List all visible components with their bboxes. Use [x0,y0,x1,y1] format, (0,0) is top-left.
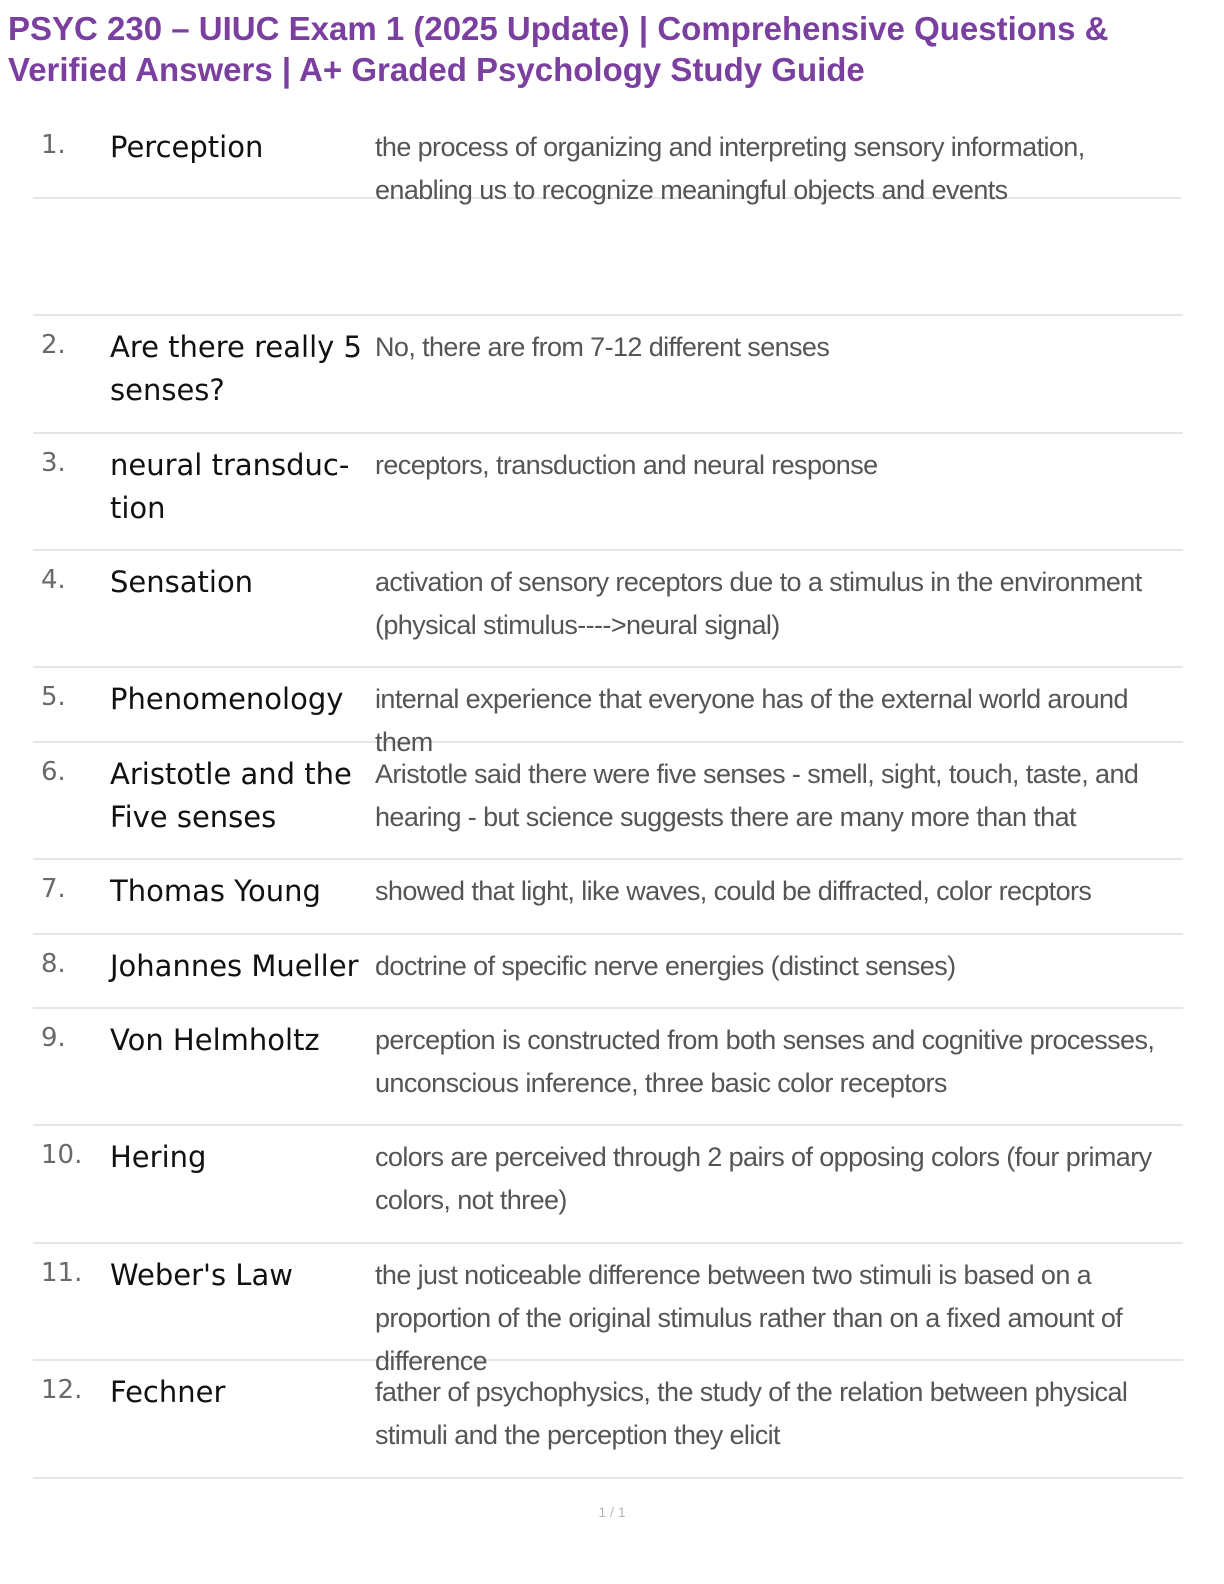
term-number: 10. [41,1140,83,1170]
term-definition: perception is constructed from both senses and cognitive processes, unconscious inference, three basic color receptors [375,1025,1155,1098]
term-row [33,551,1183,668]
term-row [33,1361,1183,1479]
term-number: 11. [41,1258,83,1288]
term-definition: the process of organizing and interpreting sensory information, enabling us to recognize meaningful objects and events [375,132,1085,205]
term-definition: showed that light, like waves, could be diffracted, color recptors [375,876,1092,906]
term-definition: receptors, transduction and neural response [375,450,878,480]
term-definition: Aristotle said there were five senses - smell, sight, touch, taste, and hearing - but science suggests there are many more than that [375,759,1139,832]
term-number: 1. [41,130,66,160]
term-definition: No, there are from 7-12 different senses [375,332,830,362]
term-number: 12. [41,1375,83,1405]
term-list [33,116,1183,1479]
term-name: Sensation [110,565,254,599]
term-row [33,668,1183,757]
term-name: Weber's Law [110,1258,293,1292]
term-row [33,116,1183,316]
term-name: Johannes Mueller [110,949,359,983]
term-row [33,316,1183,434]
term-number: 4. [41,565,66,595]
term-number: 5. [41,682,66,712]
term-name: Perception [110,130,264,164]
term-number: 7. [41,874,66,904]
term-name: Hering [110,1140,207,1174]
term-name: Phenomenology [110,682,344,716]
term-number: 6. [41,757,66,787]
page-indicator: 1 / 1 [598,1504,626,1520]
term-row [33,434,1183,551]
term-row [33,1009,1183,1126]
term-name: Von Helmholtz [110,1023,320,1057]
term-definition: doctrine of specific nerve energies (distinct senses) [375,951,956,981]
term-row [33,1244,1183,1376]
term-number: 2. [41,330,66,360]
term-number: 9. [41,1023,66,1053]
term-row [33,1126,1183,1244]
term-definition: internal experience that everyone has of the external world around them [375,684,1128,757]
term-number: 3. [41,448,66,478]
term-name: Thomas Young [110,874,321,908]
term-row [33,743,1183,860]
term-row [33,860,1183,935]
term-definition: the just noticeable difference between two stimuli is based on a proportion of the original stimulus rather than on a fixed amount of difference [375,1260,1123,1376]
term-name: neural transduc- tion [110,448,350,525]
term-name: Are there really 5 senses? [110,330,362,407]
document-title: PSYC 230 – UIUC Exam 1 (2025 Update) | Comprehensive Questions & Verified Answers | A+ Graded Psychology Study Guide [8,10,1109,88]
term-definition: father of psychophysics, the study of the relation between physical stimuli and the perception they elicit [375,1377,1128,1450]
term-definition: activation of sensory receptors due to a stimulus in the environment (physical stimulus---->neural signal) [375,567,1142,640]
term-definition: colors are perceived through 2 pairs of opposing colors (four primary colors, not three) [375,1142,1152,1215]
term-row [33,935,1183,1009]
term-number: 8. [41,949,66,979]
term-name: Fechner [110,1375,226,1409]
term-name: Aristotle and the Five senses [110,757,352,834]
